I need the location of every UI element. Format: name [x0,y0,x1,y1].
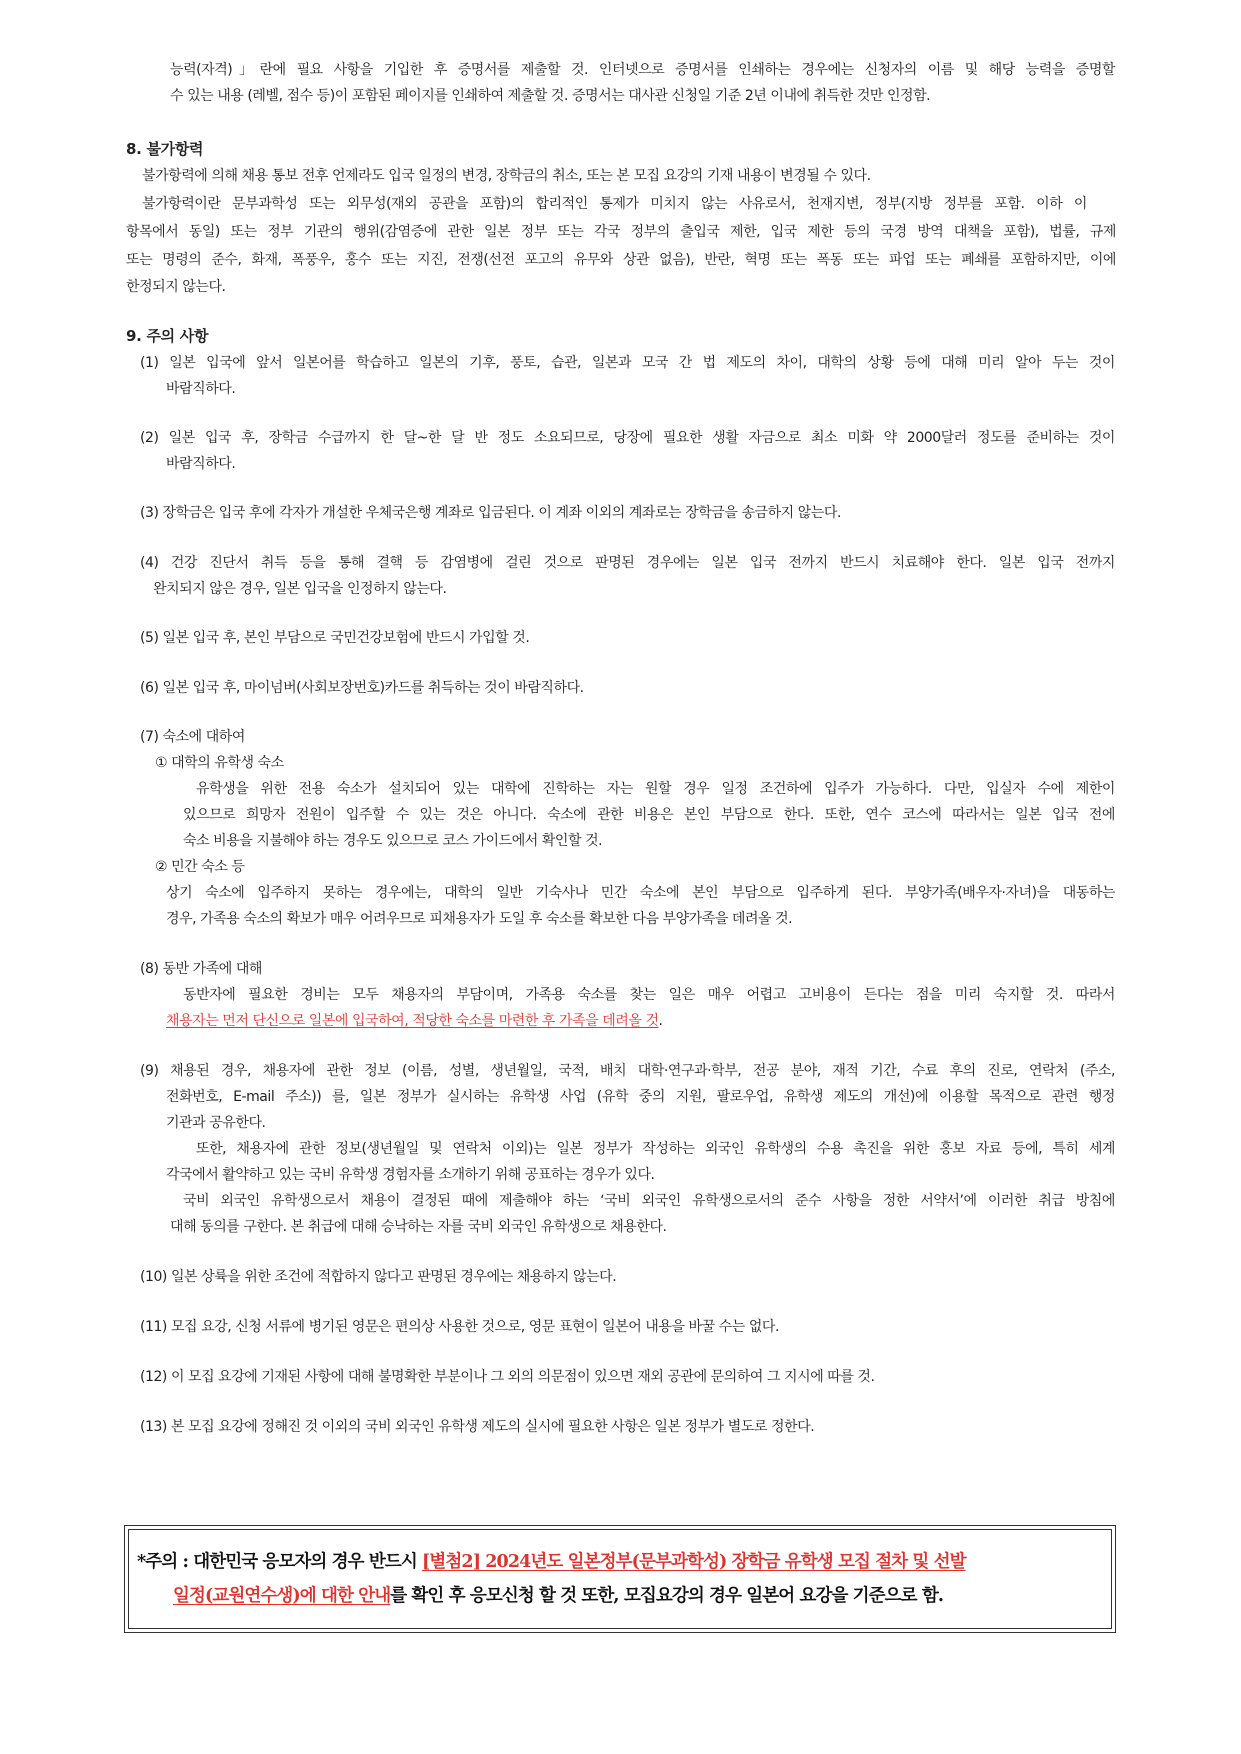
section-8-paragraph-2-line-3: 또는 명령의 준수, 화재, 폭풍우, 홍수 또는 지진, 전쟁(선전 포고의 유무와 상관 없음), 반란, 혁명 또는 폭동 또는 파업 또는 폐쇄를 포함하지만, 이에 [126,252,1116,268]
item-8-period: . [658,1013,663,1029]
notice-line-2 [173,1582,943,1610]
section-9-heading: 9. 주의 사항 [126,327,209,345]
item-2-line-1: (2) 일본 입국 후, 장학금 수급까지 한 달~한 달 반 정도 소요되므로, 당장에 필요한 생활 자금으로 최소 미화 약 2000달러 정도를 준비하는 것이 [140,430,1115,446]
item-9-line-4: 또한, 채용자에 관한 정보(생년월일 및 연락처 이외)는 일본 정부가 작성하는 외국인 유학생의 수용 촉진을 위한 홍보 자료 등에, 특히 세계 [196,1141,1115,1157]
section-8-paragraph-2-line-1: 불가항력이란 문부과학성 또는 외무성(재외 공관을 포함)의 합리적인 통제가 미치지 않는 사유로서, 천재지변, 정부(지방 정부를 포함. 이하 이 [142,196,1087,212]
item-7-sub-2-heading: ② 민간 숙소 등 [155,859,245,875]
item-9-line-6: 국비 외국인 유학생으로서 채용이 결정된 때에 제출해야 하는 ‘국비 외국인 유학생으로서의 준수 사항을 정한 서약서’에 이러한 취급 방침에 [183,1193,1115,1209]
notice-line-1 [137,1548,966,1576]
item-9-line-2: 전화번호, E-mail 주소)) 를, 일본 정부가 실시하는 유학생 사업 (유학 중의 지원, 팔로우업, 유학생 제도의 개선)에 이용할 목적으로 관련 행정 [166,1089,1115,1105]
item-7-sub-1-line-3: 숙소 비용을 지불해야 하는 경우도 있으므로 코스 가이드에서 확인할 것. [183,833,603,849]
item-13: (13) 본 모집 요강에 정해진 것 이외의 국비 외국인 유학생 제도의 실시에 필요한 사항은 일본 정부가 별도로 정한다. [140,1419,815,1435]
item-3: (3) 장학금은 입국 후에 각자가 개설한 우체국은행 계좌로 입금된다. 이 계좌 이외의 계좌로는 장학금을 송금하지 않는다. [140,505,841,521]
item-1-line-2: 바람직하다. [166,381,236,397]
intro-line-1: 능력(자격)」란에 필요 사항을 기입한 후 증명서를 제출할 것. 인터넷으로 증명서를 인쇄하는 경우에는 신청자의 이름 및 해당 능력을 증명할 [170,62,1115,78]
notice-prefix: *주의 : 대한민국 응모자의 경우 반드시 [137,1552,423,1572]
item-9-line-7: 대해 동의를 구한다. 본 취급에 대해 승낙하는 자를 국비 외국인 유학생으로 채용한다. [170,1219,667,1235]
item-4-line-2: 완치되지 않은 경우, 일본 입국을 인정하지 않는다. [153,581,447,597]
item-7-sub-1-line-1: 유학생을 위한 전용 숙소가 설치되어 있는 대학에 진학하는 자는 원할 경우 일정 조건하에 입주가 가능하다. 다만, 입실자 수에 제한이 [196,781,1115,797]
item-10: (10) 일본 상륙을 위한 조건에 적합하지 않다고 판명된 경우에는 채용하지 않는다. [140,1269,617,1285]
intro-line-2: 수 있는 내용 (레벨, 점수 등)이 포함된 페이지를 인쇄하여 제출할 것. 증명서는 대사관 신청일 기준 2년 이내에 취득한 것만 인정함. [170,88,931,104]
item-11: (11) 모집 요강, 신청 서류에 병기된 영문은 편의상 사용한 것으로, 영문 표현이 일본어 내용을 바꿀 수는 없다. [140,1319,779,1335]
item-8-highlighted-text: 채용자는 먼저 단신으로 일본에 입국하여, 적당한 숙소를 마련한 후 가족을 데려올 것 [166,1013,659,1029]
item-2-line-2: 바람직하다. [166,456,236,472]
notice-inner-border [128,1529,1112,1629]
section-8-heading: 8. 불가항력 [126,140,204,158]
item-7-sub-1-heading: ① 대학의 유학생 숙소 [155,755,284,771]
item-9-line-5: 각국에서 활약하고 있는 국비 유학생 경험자를 소개하기 위해 공표하는 경우가 있다. [166,1167,655,1183]
item-7-sub-2-line-1: 상기 숙소에 입주하지 못하는 경우에는, 대학의 일반 기숙사나 민간 숙소에 본인 부담으로 입주하게 된다. 부양가족(배우자·자녀)을 대동하는 [166,885,1115,901]
korean-applicant-notice-box [124,1525,1116,1633]
notice-attachment-reference-cont: 일정(교원연수생)에 대한 안내 [173,1586,391,1606]
item-8-line-2 [166,1011,663,1031]
item-8-heading: (8) 동반 가족에 대해 [140,961,262,977]
section-8-paragraph-2-line-2: 항목에서 동일) 또는 정부 기관의 행위(감염증에 관한 일본 정부 또는 각국 정부의 출입국 제한, 입국 제한 등의 국경 방역 대책을 포함), 법률, 규제 [126,224,1116,240]
item-7-sub-1-line-2: 있으므로 희망자 전원이 입주할 수 있는 것은 아니다. 숙소에 관한 비용은 본인 부담으로 한다. 또한, 연수 코스에 따라서는 일본 입국 전에 [183,807,1115,823]
item-8-line-1: 동반자에 필요한 경비는 모두 채용자의 부담이며, 가족용 숙소를 찾는 일은 매우 어렵고 고비용이 든다는 점을 미리 숙지할 것. 따라서 [183,987,1115,1003]
section-8-paragraph-1: 불가항력에 의해 채용 통보 전후 언제라도 입국 일정의 변경, 장학금의 취소, 또는 본 모집 요강의 기재 내용이 변경될 수 있다. [142,168,871,184]
notice-attachment-reference: [별첨2] 2024년도 일본정부(문부과학성) 장학금 유학생 모집 절차 및 선발 [422,1552,966,1572]
item-4-line-1: (4) 건강 진단서 취득 등을 통해 결핵 등 감염병에 걸린 것으로 판명된 경우에는 일본 입국 전까지 반드시 치료해야 한다. 일본 입국 전까지 [140,555,1115,571]
item-7-heading: (7) 숙소에 대하여 [140,729,245,745]
item-5: (5) 일본 입국 후, 본인 부담으로 국민건강보험에 반드시 가입할 것. [140,630,530,646]
item-9-line-3: 기관과 공유한다. [166,1115,266,1131]
item-7-sub-2-line-2: 경우, 가족용 숙소의 확보가 매우 어려우므로 피채용자가 도일 후 숙소를 확보한 다음 부양가족을 데려올 것. [166,911,793,927]
item-9-line-1: (9) 채용된 경우, 채용자에 관한 정보 (이름, 성별, 생년월일, 국적, 배치 대학·연구과·학부, 전공 분야, 재적 기간, 수료 후의 진로, 연락처 (주소, [140,1063,1115,1079]
notice-suffix: 를 확인 후 응모신청 할 것 또한, 모집요강의 경우 일본어 요강을 기준으로 함. [390,1586,944,1606]
item-1-line-1: (1) 일본 입국에 앞서 일본어를 학습하고 일본의 기후, 풍토, 습관, 일본과 모국 간 법 제도의 차이, 대학의 상황 등에 대해 미리 알아 두는 것이 [140,355,1115,371]
item-6: (6) 일본 입국 후, 마이넘버(사회보장번호)카드를 취득하는 것이 바람직하다. [140,680,584,696]
item-12: (12) 이 모집 요강에 기재된 사항에 대해 불명확한 부분이나 그 외의 의문점이 있으면 재외 공관에 문의하여 그 지시에 따를 것. [140,1369,875,1385]
section-8-paragraph-2-line-4: 한정되지 않는다. [126,279,226,295]
